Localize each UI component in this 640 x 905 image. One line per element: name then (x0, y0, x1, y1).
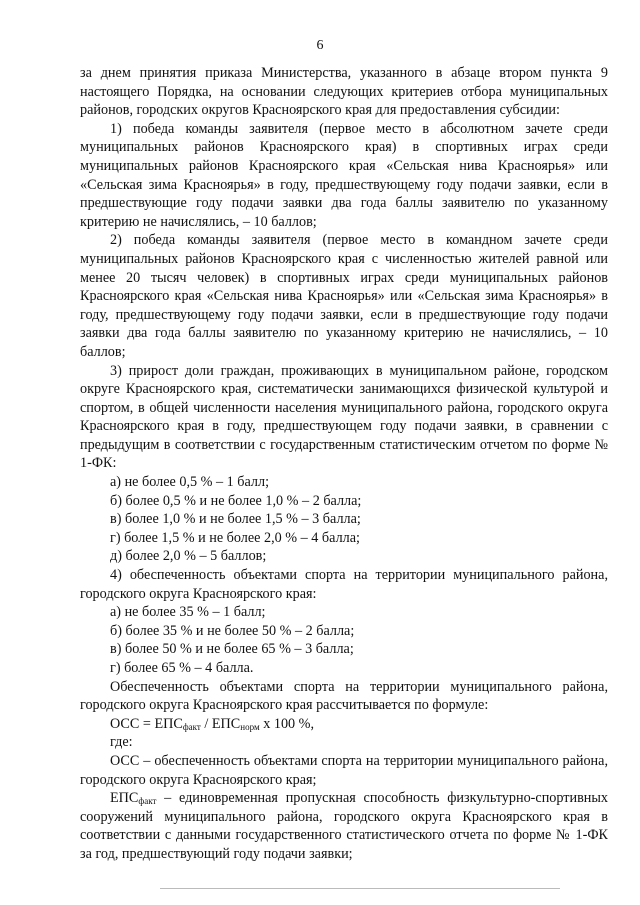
criterion-4-item-d: г) более 65 % – 4 балла. (110, 660, 254, 676)
definition-eps-fact (80, 789, 608, 863)
formula-rhs: х 100 %, (259, 715, 315, 732)
criterion-4-item-c: в) более 50 % и не более 65 % – 3 балла; (110, 641, 354, 658)
definition-term: ЕПС (110, 790, 139, 807)
criterion-3-item-d: г) более 1,5 % и не более 2,0 % – 4 балла; (110, 529, 360, 546)
formula-lhs: ОСС = ЕПС (110, 715, 183, 732)
definition-text: – единовременная пропускная способность физкультурно-спортивных сооружений муниципального района, городского округа Красноярского края в соответствии с данными государственного статистического отчета по форме № 1-ФК за год, предшествующий году подачи заявки; (80, 790, 608, 862)
scan-edge-line (160, 888, 560, 889)
formula-mid: / ЕПС (200, 715, 241, 732)
document-body (80, 64, 608, 864)
formula-where: где: (110, 734, 133, 751)
formula (80, 715, 608, 734)
criterion-3-item-b: б) более 0,5 % и не более 1,0 % – 2 балла; (110, 492, 362, 509)
criterion-3-item-e: д) более 2,0 % – 5 баллов; (110, 548, 267, 565)
formula-intro: Обеспеченность объектами спорта на территории муниципального района, городского округа Красноярского края рассчитывается по формуле: (80, 678, 608, 714)
paragraph-intro: за днем принятия приказа Министерства, указанного в абзаце втором пункта 9 настоящего Порядка, на основании следующих критериев отбора муниципальных районов, городских округов Красноярского края для предоставления субсидии: (80, 65, 608, 119)
formula-sub-norm: норм (240, 721, 260, 732)
formula-sub-fact: факт (182, 721, 201, 732)
criterion-4: 4) обеспеченность объектами спорта на территории муниципального района, городского округа Красноярского края: (80, 567, 608, 602)
criterion-4-item-b: б) более 35 % и не более 50 % – 2 балла; (110, 622, 355, 639)
criterion-1: 1) победа команды заявителя (первое место в абсолютном зачете среди муниципальных районов Красноярского края) в спортивных играх среди муниципальных районов Красноярского края «Сельская нива Красноярья» или «Сельская зима Красноярья» в году, предшествующему году подачи заявки, если в предшествующие году подачи заявки два года баллы заявителю по указанному критерию не начислялись, – 10 баллов; (80, 120, 608, 230)
criterion-4-item-a: а) не более 35 % – 1 балл; (110, 604, 266, 621)
criterion-3-item-c: в) более 1,0 % и не более 1,5 % – 3 балла; (110, 511, 361, 528)
criterion-3: 3) прирост доли граждан, проживающих в муниципальном районе, городском округе Красноярского края, систематически занимающихся физической культурой и спортом, в общей численности населения муниципального района, городского округа Красноярского края в году, предшествующем году подачи заявки, в сравнении с предыдущим в соответствии с государственным статистическим отчетом по форме № 1-ФК: (80, 362, 608, 472)
definition-oss: ОСС – обеспеченность объектами спорта на территории муниципального района, городского округа Красноярского края; (80, 752, 608, 788)
definition-term-sub: факт (138, 796, 157, 807)
criterion-2: 2) победа команды заявителя (первое место в командном зачете среди муниципальных районов Красноярского края с численностью жителей равной или менее 20 тысяч человек) в спортивных играх среди муниципальных районов Красноярского края «Сельская нива Красноярья» или «Сельская зима Красноярья» в году, предшествующему году подачи заявки, если в предшествующие году подачи заявки два года баллы заявителю по указанному критерию не начислялись, – 10 баллов; (80, 232, 608, 360)
page-number: 6 (316, 38, 324, 53)
criterion-3-item-a: а) не более 0,5 % – 1 балл; (110, 474, 270, 491)
